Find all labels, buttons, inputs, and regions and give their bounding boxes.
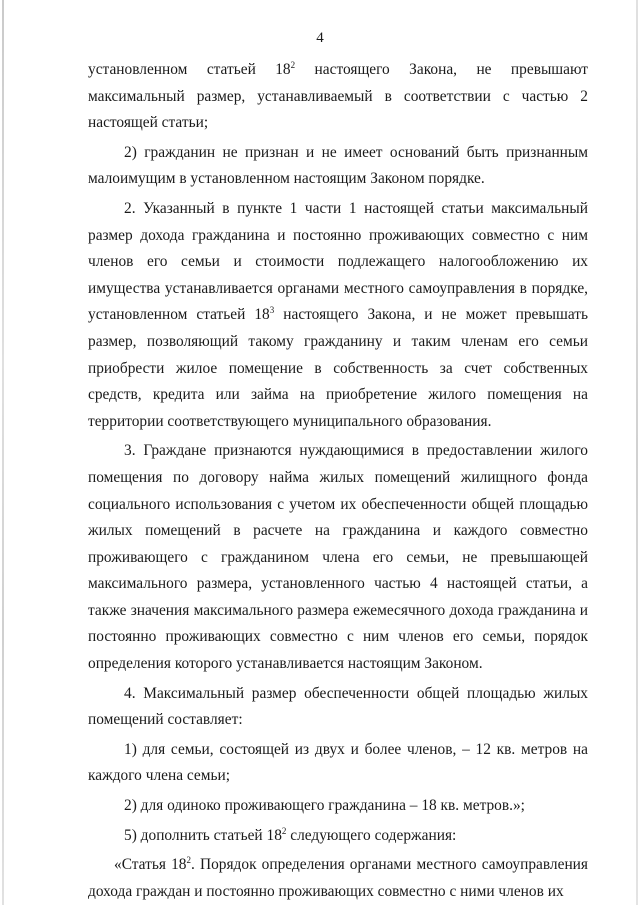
list-item-2: 2) гражданин не признан и не имеет оснований быть признанным малоимущим в установленном настоящим Законом порядке. (88, 143, 588, 188)
scan-edge-right (636, 0, 638, 905)
scan-edge-left (2, 0, 4, 905)
amendment-item-5: 5) дополнить статьей $18^2$ следующего содержания: (124, 825, 457, 844)
article-18-2-heading: «Статья $18^2$. Порядок определения органами местного самоуправления дохода граждан и постоянно проживающих совместно с ними членов их (88, 855, 588, 900)
page-number: 4 (316, 30, 324, 46)
paragraph-part-2: 2. Указанный в пункте 1 части 1 настоящей статьи максимальный размер дохода гражданина и постоянно проживающих совместно с ним членов его семьи и стоимости подлежащего налогообложению их имущества устанавливается органами местного самоуправления в порядке, установленном статьей $18^3$ настоящего Закона, и не может превышать размер, позволяющий такому гражданину и таким членам его семьи приобрести жилое помещение в собственность за счет собственных средств, кредита или займа на приобретение жилого помещения на территории соответствующего муниципального образования. (88, 199, 589, 430)
paragraph-part-3: 3. Граждане признаются нуждающимися в предоставлении жилого помещения по договору найма жилых помещений жилищного фонда социального использования с учетом их обеспеченности общей площадью жилых помещений в расчете на гражданина и каждого совместно проживающего с гражданином члена его семьи, не превышающей максимального размера, установленного частью 4 настоящей статьи, а также значения максимального размера ежемесячного дохода гражданина и постоянно проживающих совместно с ним членов его семьи, порядок определения которого устанавливается настоящим Законом. (88, 442, 588, 673)
list-item-2-single: 2) для одиноко проживающего гражданина – 18 кв. метров.»; (124, 797, 525, 815)
list-item-1: 1) для семьи, состоящей из двух и более членов, – 12 кв. метров на каждого члена семьи; (88, 740, 588, 785)
paragraph-continuation: установленном статьей $18^2$ настоящего Закона, не превышают максимальный размер, устанавливаемый в соответствии с частью 2 настоящей статьи; (88, 60, 589, 132)
document-body (88, 57, 588, 905)
paragraph-part-4: 4. Максимальный размер обеспеченности общей площадью жилых помещений составляет: (88, 684, 588, 729)
